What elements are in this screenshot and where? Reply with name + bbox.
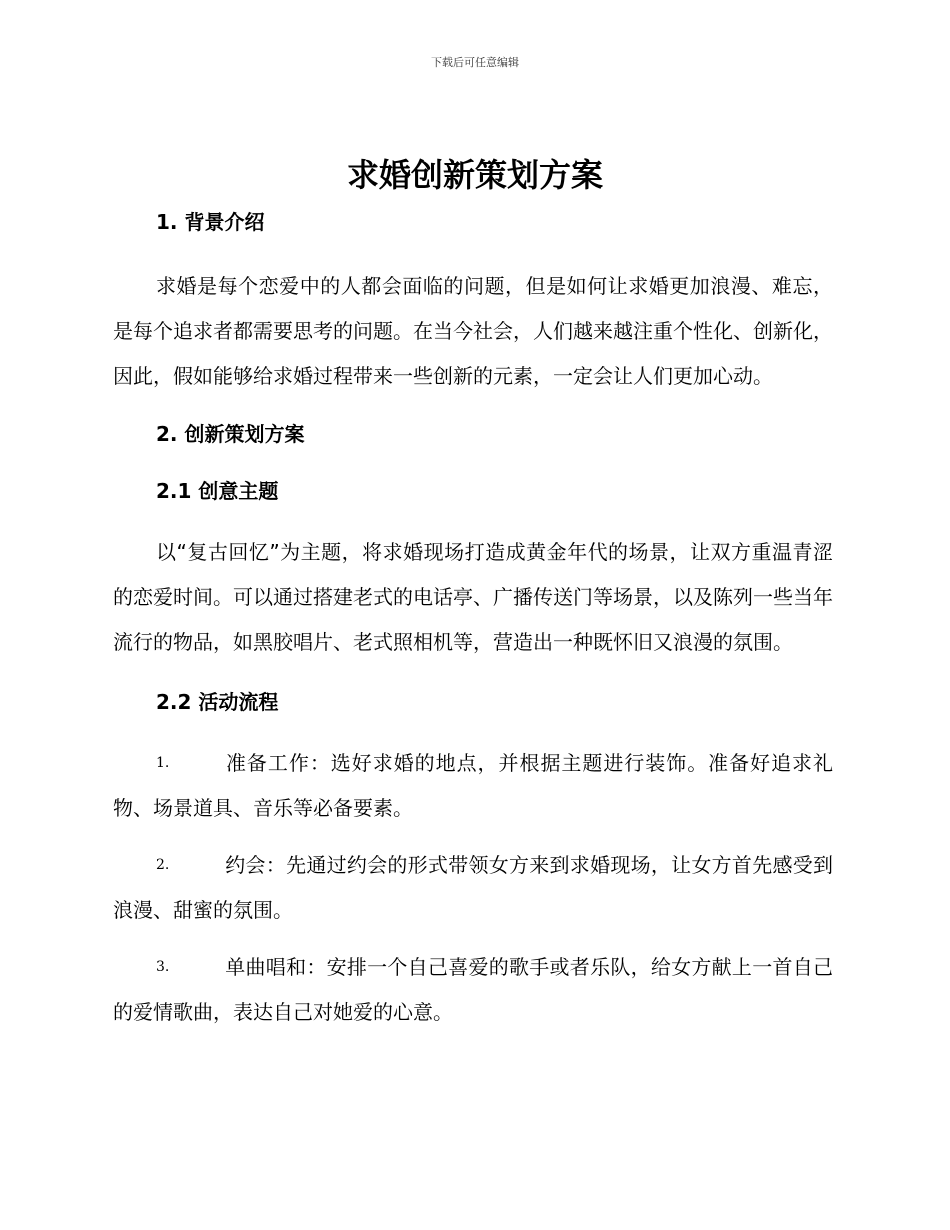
list-item-number: 1. [156, 755, 170, 771]
list-item-text: 约会：先通过约会的形式带领女方来到求婚现场，让女方首先感受到浪漫、甜蜜的氛围。 [113, 853, 833, 922]
section-heading-plan: 2. 创新策划方案 [156, 422, 305, 446]
document-body [113, 205, 833, 1035]
document-title: 求婚创新策划方案 [346, 156, 603, 194]
section-heading-background: 1. 背景介绍 [156, 210, 265, 234]
paragraph-theme: 以“复古回忆”为主题，将求婚现场打造成黄金年代的场景，让双方重温青涩的恋爱时间。可以通过搭建老式的电话亭、广播传送门等场景，以及陈列一些当年流行的物品，如黑胶唱片、老式照相机等，营造出一种既怀旧又浪漫的氛围。 [113, 540, 833, 654]
list-item-number: 3. [156, 959, 170, 975]
section-heading-theme: 2.1 创意主题 [156, 479, 279, 503]
list-item [113, 945, 833, 1035]
list-item-text: 准备工作：选好求婚的地点，并根据主题进行装饰。准备好追求礼物、场景道具、音乐等必备要素。 [113, 751, 833, 820]
header-note: 下载后可任意编辑 [431, 56, 519, 69]
paragraph-background: 求婚是每个恋爱中的人都会面临的问题，但是如何让求婚更加浪漫、难忘，是每个追求者都需要思考的问题。在当今社会，人们越来越注重个性化、创新化，因此，假如能够给求婚过程带来一些创新的元素，一定会让人们更加心动。 [113, 274, 833, 388]
list-item-number: 2. [156, 857, 170, 873]
section-heading-flow: 2.2 活动流程 [156, 690, 279, 714]
list-item-text: 单曲唱和：安排一个自己喜爱的歌手或者乐队，给女方献上一首自己的爱情歌曲，表达自己对她爱的心意。 [113, 955, 833, 1024]
list-item [113, 741, 833, 831]
list-item [113, 843, 833, 933]
